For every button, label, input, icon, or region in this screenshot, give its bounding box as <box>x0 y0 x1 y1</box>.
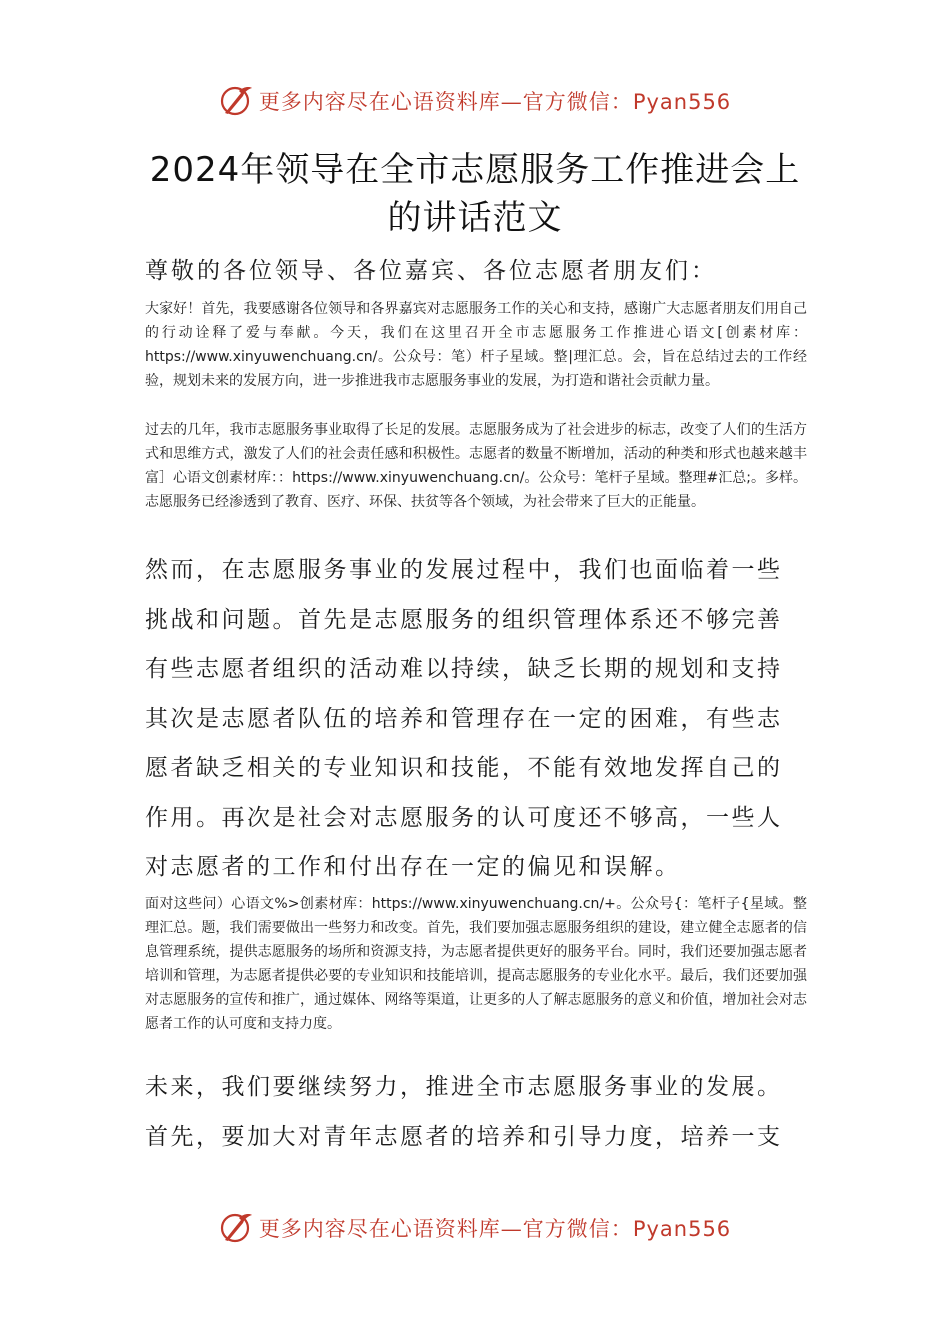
page-title <box>120 146 830 242</box>
title-line-1: 2024年领导在全市志愿服务工作推进会上 <box>149 150 801 190</box>
banner-wechat-id: Pyan556 <box>632 1217 732 1241</box>
paragraph-3-line: 作用。再次是社会对志愿服务的认可度还不够高，一些人 <box>145 804 783 831</box>
banner-slogan: 更多内容尽在心语资料库—官方微信： <box>258 90 633 114</box>
paragraph-4: 面对这些问）心语文%>创素材库：https://www.xinyuwenchuang.cn/+。公众号{：笔杆子{星域。整理汇总。题，我们需要做出一些努力和改变。首先，我们要加强志愿服务组织的建设，建立健全志愿者的信息管理系统，提供志愿服务的场所和资源支持，为志愿者提供更好的服务平台。同时，我们还要加强志愿者培训和管理，为志愿者提供必要的专业知识和技能培训，提高志愿服务的专业化水平。最后，我们还要加强对志愿服务的宣传和推广，通过媒体、网络等渠道，让更多的人了解志愿服务的意义和价值，增加社会对志愿者工作的认可度和支持力度。 <box>145 896 807 1032</box>
banner-text <box>259 86 731 116</box>
title-line-2: 的讲话范文 <box>387 198 563 238</box>
header-banner <box>0 78 950 124</box>
paragraph-5-line: 未来，我们要继续努力，推进全市志愿服务事业的发展。 <box>145 1074 783 1100</box>
paragraph-2: 过去的几年，我市志愿服务事业取得了长足的发展。志愿服务成为了社会进步的标志，改变了人们的生活方式和思维方式，激发了人们的社会责任感和积极性。志愿者的数量不断增加，活动的种类和形式也越来越丰富］心语文创素材库：：https://www.xinyuwenchuang.cn/。公众号：笔杆子星域。整理#汇总;。多样。志愿服务已经渗透到了教育、医疗、环保、扶贫等各个领域，为社会带来了巨大的正能量。 <box>145 422 807 510</box>
paragraph-3 <box>145 546 811 893</box>
paragraph-5 <box>145 1063 811 1162</box>
paragraph-3-line: 挑战和问题。首先是志愿服务的组织管理体系还不够完善 <box>145 606 783 633</box>
paragraph-3-line: 有些志愿者组织的活动难以持续，缺乏长期的规划和支持 <box>145 656 783 682</box>
paragraph-1: 大家好！首先，我要感谢各位领导和各界嘉宾对志愿服务工作的关心和支持，感谢广大志愿者朋友们用自己的行动诠释了爱与奉献。今天，我们在这里召开全市志愿服务工作推进心语文[创素材库：https://www.xinyuwenchuang.cn/。公众号：笔）杆子星域。整|理汇总。会，旨在总结过去的工作经验，规划未来的发展方向，进一步推进我市志愿服务事业的发展，为打造和谐社会贡献力量。 <box>145 301 807 389</box>
pen-logo-icon <box>219 83 255 119</box>
footer-banner <box>0 1205 950 1251</box>
banner-wechat-id: Pyan556 <box>632 90 732 114</box>
paragraph-5-line: 首先，要加大对青年志愿者的培养和引导力度，培养一支 <box>145 1123 783 1150</box>
paragraph-3-line: 然而，在志愿服务事业的发展过程中，我们也面临着一些 <box>145 557 783 583</box>
banner-slogan: 更多内容尽在心语资料库—官方微信： <box>258 1217 633 1241</box>
paragraph-3-line: 其次是志愿者队伍的培养和管理存在一定的困难，有些志 <box>145 705 783 732</box>
pen-logo-icon <box>219 1210 255 1246</box>
paragraph-3-line: 对志愿者的工作和付出存在一定的偏见和误解。 <box>145 854 681 880</box>
greeting: 尊敬的各位领导、各位嘉宾、各位志愿者朋友们： <box>145 258 717 284</box>
banner-text <box>259 1213 731 1243</box>
paragraph-3-line: 愿者缺乏相关的专业知识和技能，不能有效地发挥自己的 <box>145 755 783 781</box>
